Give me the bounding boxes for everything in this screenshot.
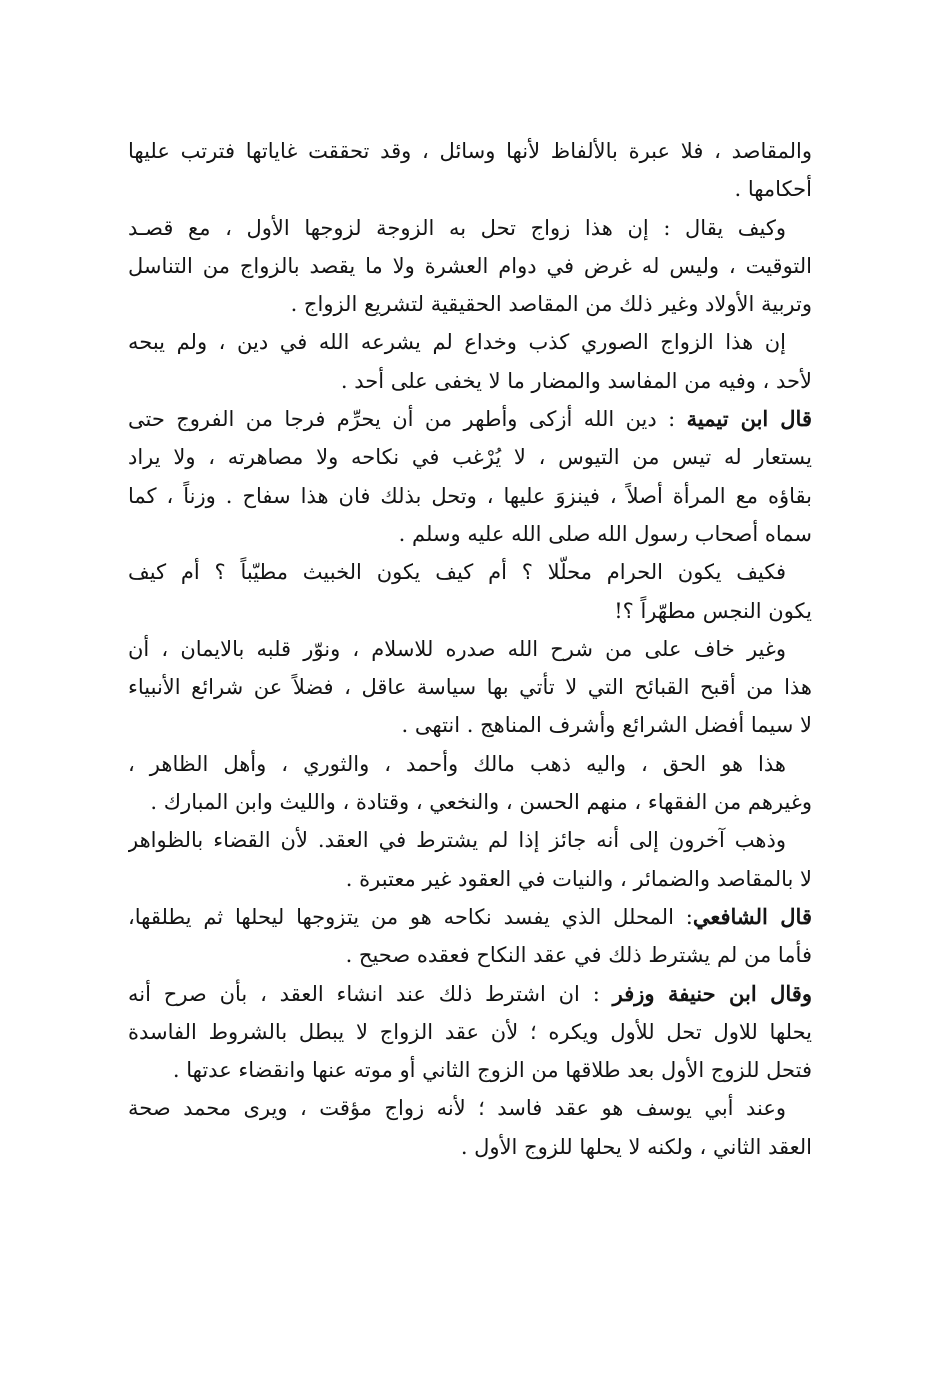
paragraph-6: [128, 630, 812, 745]
text-line: يحلها للاول تحل للأول ويكره ؛ لأن عقد الزواج لا يبطل بالشروط الفاسدة: [128, 1019, 812, 1044]
text-line: بقاؤه مع المرأة أصلاً ، فينزوَ عليها ، وتحل بذلك فان هذا سفاح . وزناً ، كما: [128, 483, 812, 508]
paragraph-ibn-hanifa: [128, 975, 812, 1090]
text-line: هذا من أقبح القبائح التي لا تأتي بها سياسة عاقل ، فضلاً عن شرائع الأنبياء: [128, 675, 812, 700]
text-line: لا سيما أفضل الشرائع وأشرف المناهج . انتهى .: [401, 713, 812, 738]
text-line: أحكامها .: [734, 177, 812, 202]
text-line: وتربية الأولاد وغير ذلك من المقاصد الحقيقية لتشريع الزواج .: [290, 292, 812, 317]
text-line: فتحل للزوج الأول بعد طلاقها من الزوج الثاني أو موته عنها وانقضاء عدتها .: [172, 1058, 812, 1083]
page-body: [128, 132, 812, 1166]
text-line: [128, 975, 812, 1013]
text-line: هذا هو الحق ، واليه ذهب مالك وأحمد ، والثوري ، وأهل الظاهر ،: [128, 751, 786, 776]
paragraph-7: [128, 745, 812, 822]
paragraph-11: [128, 1089, 812, 1166]
text-line: يكون النجس مطهّراً ؟!: [614, 598, 812, 623]
text-line: فأما من لم يشترط ذلك في عقد النكاح فعقده صحيح .: [345, 943, 812, 968]
paragraph-shafii: [128, 898, 812, 975]
paragraph-ibn-taymiyya: [128, 400, 812, 553]
speaker-name: وقال ابن حنيفة وزفر: [612, 980, 812, 1006]
text-line: التوقيت ، وليس له غرض في دوام العشرة ولا ما يقصد بالزواج من التناسل: [128, 253, 812, 278]
text-line: وغيرهم من الفقهاء ، منهم الحسن ، والنخعي ، وقتادة ، والليث وابن المبارك .: [150, 790, 812, 815]
text-line: العقد الثاني ، ولكنه لا يحلها للزوج الأول .: [460, 1134, 812, 1159]
text-line: لأحد ، وفيه من المفاسد والمضار ما لا يخفى على أحد .: [340, 368, 812, 393]
text-line: إن هذا الزواج الصوري كذب وخداع لم يشرعه الله في دين ، ولم يبحه: [128, 330, 786, 355]
text-line: يستعار له تيس من التيوس ، لا يُرْغب في نكاحه ولا مصاهرته ، ولا يراد: [128, 445, 812, 470]
text-line: لا بالمقاصد والضمائر ، والنيات في العقود غير معتبرة .: [345, 866, 812, 891]
text-line: [128, 400, 812, 438]
text-segment: : ان اشترط ذلك عند انشاء العقد ، بأن صرح أنه: [128, 981, 613, 1006]
text-segment: : المحلل الذي يفسد نكاحه هو من يتزوجها ليحلها ثم يطلقها،: [128, 904, 693, 929]
text-line: سماه أصحاب رسول الله صلى الله عليه وسلم .: [398, 521, 812, 546]
text-segment: : دين الله أزكى وأطهر من أن يحرِّم فرجا من الفروج حتى: [128, 407, 687, 432]
text-line: فكيف يكون الحرام محلّلا ؟ أم كيف يكون الخبيث مطيّباً ؟ أم كيف: [128, 560, 786, 585]
text-line: والمقاصد ، فلا عبرة بالألفاظ لأنها وسائل ، وقد تحققت غاياتها فترتب عليها: [128, 139, 812, 163]
text-line: وكيف يقال : إن هذا زواج تحل به الزوجة لزوجها الأول ، مع قصـد: [128, 215, 786, 240]
paragraph-8: [128, 821, 812, 898]
paragraph-3: [128, 323, 812, 400]
text-line: وعند أبي يوسف هو عقد فاسد ؛ لأنه زواج مؤقت ، ويرى محمد صحة: [128, 1096, 786, 1121]
paragraph-1: [128, 132, 812, 209]
text-line: [128, 898, 812, 936]
speaker-name: قال ابن تيمية: [686, 406, 812, 432]
text-line: وذهب آخرون إلى أنه جائز إذا لم يشترط في العقد. لأن القضاء بالظواهر: [128, 828, 786, 853]
speaker-name: قال الشافعي: [692, 903, 812, 929]
text-line: وغير خاف على من شرح الله صدره للاسلام ، ونوّر قلبه بالايمان ، أن: [128, 636, 786, 661]
paragraph-5: [128, 553, 812, 630]
paragraph-2: [128, 209, 812, 324]
